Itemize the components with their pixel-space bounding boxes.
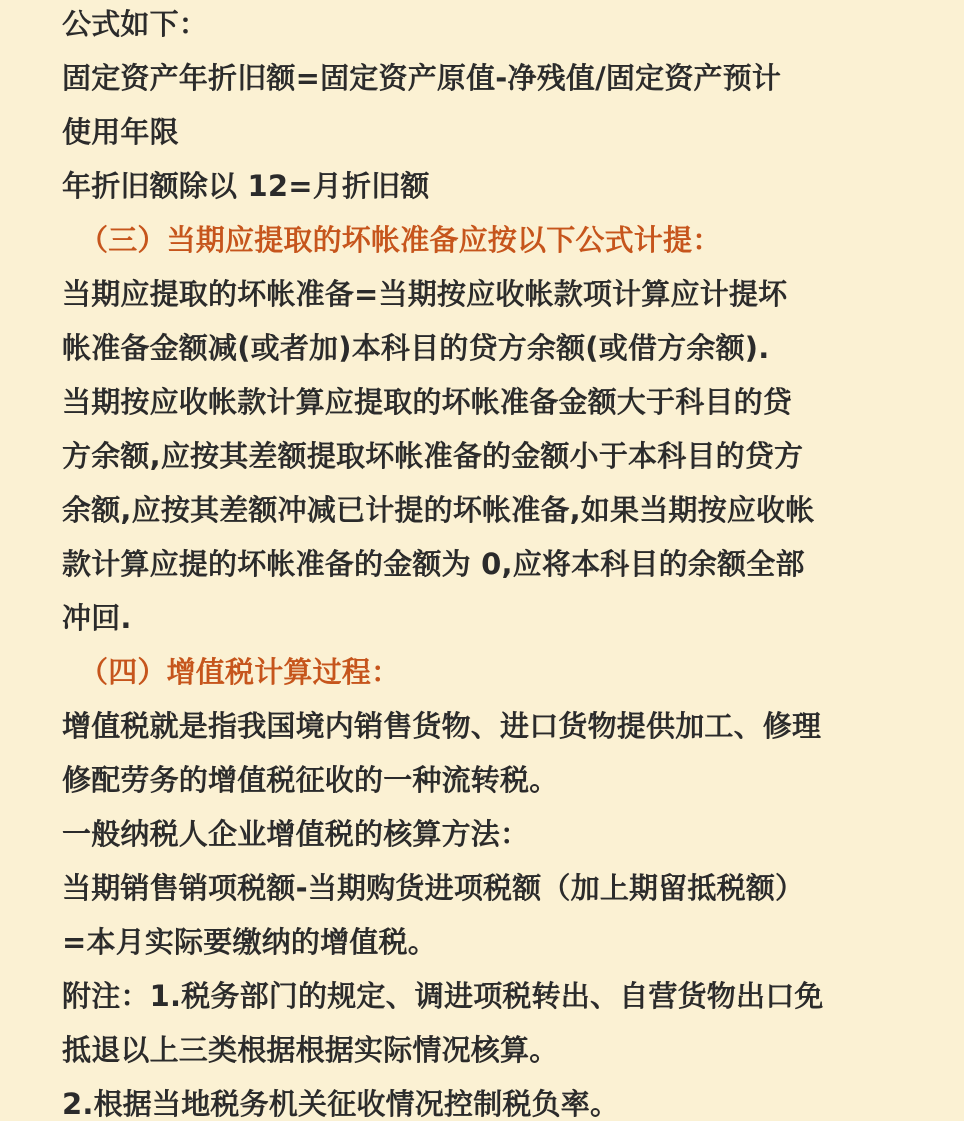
vat-definition-line-2: 修配劳务的增值税征收的一种流转税。	[62, 763, 559, 797]
bad-debt-paragraph-2-line-5: 冲回.	[62, 601, 132, 635]
bad-debt-paragraph-2-line-2: 方余额,应按其差额提取坏帐准备的金额小于本科目的贷方	[62, 439, 804, 473]
depreciation-formula-line-2: 使用年限	[62, 115, 179, 149]
vat-method-title: 一般纳税人企业增值税的核算方法：	[62, 817, 530, 851]
bad-debt-paragraph-2-line-4: 款计算应提的坏帐准备的金额为 0,应将本科目的余额全部	[62, 547, 805, 581]
section-four-heading: （四）增值税计算过程：	[79, 655, 401, 689]
note-line-1: 附注：1.税务部门的规定、调进项税转出、自营货物出口免	[62, 979, 824, 1013]
vat-definition-line-1: 增值税就是指我国境内销售货物、进口货物提供加工、修理	[62, 709, 822, 743]
bad-debt-paragraph-1-line-2: 帐准备金额减(或者加)本科目的贷方余额(或借方余额).	[62, 331, 770, 365]
bad-debt-paragraph-1-line-1: 当期应提取的坏帐准备=当期按应收帐款项计算应计提坏	[62, 277, 788, 311]
vat-formula-line-1: 当期销售销项税额-当期购货进项税额（加上期留抵税额）	[62, 871, 805, 905]
note-line-2: 抵退以上三类根据根据实际情况核算。	[62, 1033, 559, 1067]
bad-debt-paragraph-2-line-1: 当期按应收帐款计算应提取的坏帐准备金额大于科目的贷	[62, 385, 793, 419]
vat-formula-line-2: =本月实际要缴纳的增值税。	[62, 925, 437, 959]
formula-intro-line: 公式如下：	[62, 7, 209, 41]
note-line-3: 2.根据当地税务机关征收情况控制税负率。	[62, 1087, 620, 1121]
depreciation-formula-line-1: 固定资产年折旧额=固定资产原值-净残值/固定资产预计	[62, 61, 782, 95]
monthly-depreciation-line: 年折旧额除以 12=月折旧额	[62, 169, 430, 203]
bad-debt-paragraph-2-line-3: 余额,应按其差额冲减已计提的坏帐准备,如果当期按应收帐	[62, 493, 815, 527]
section-three-heading: （三）当期应提取的坏帐准备应按以下公式计提：	[79, 223, 722, 257]
